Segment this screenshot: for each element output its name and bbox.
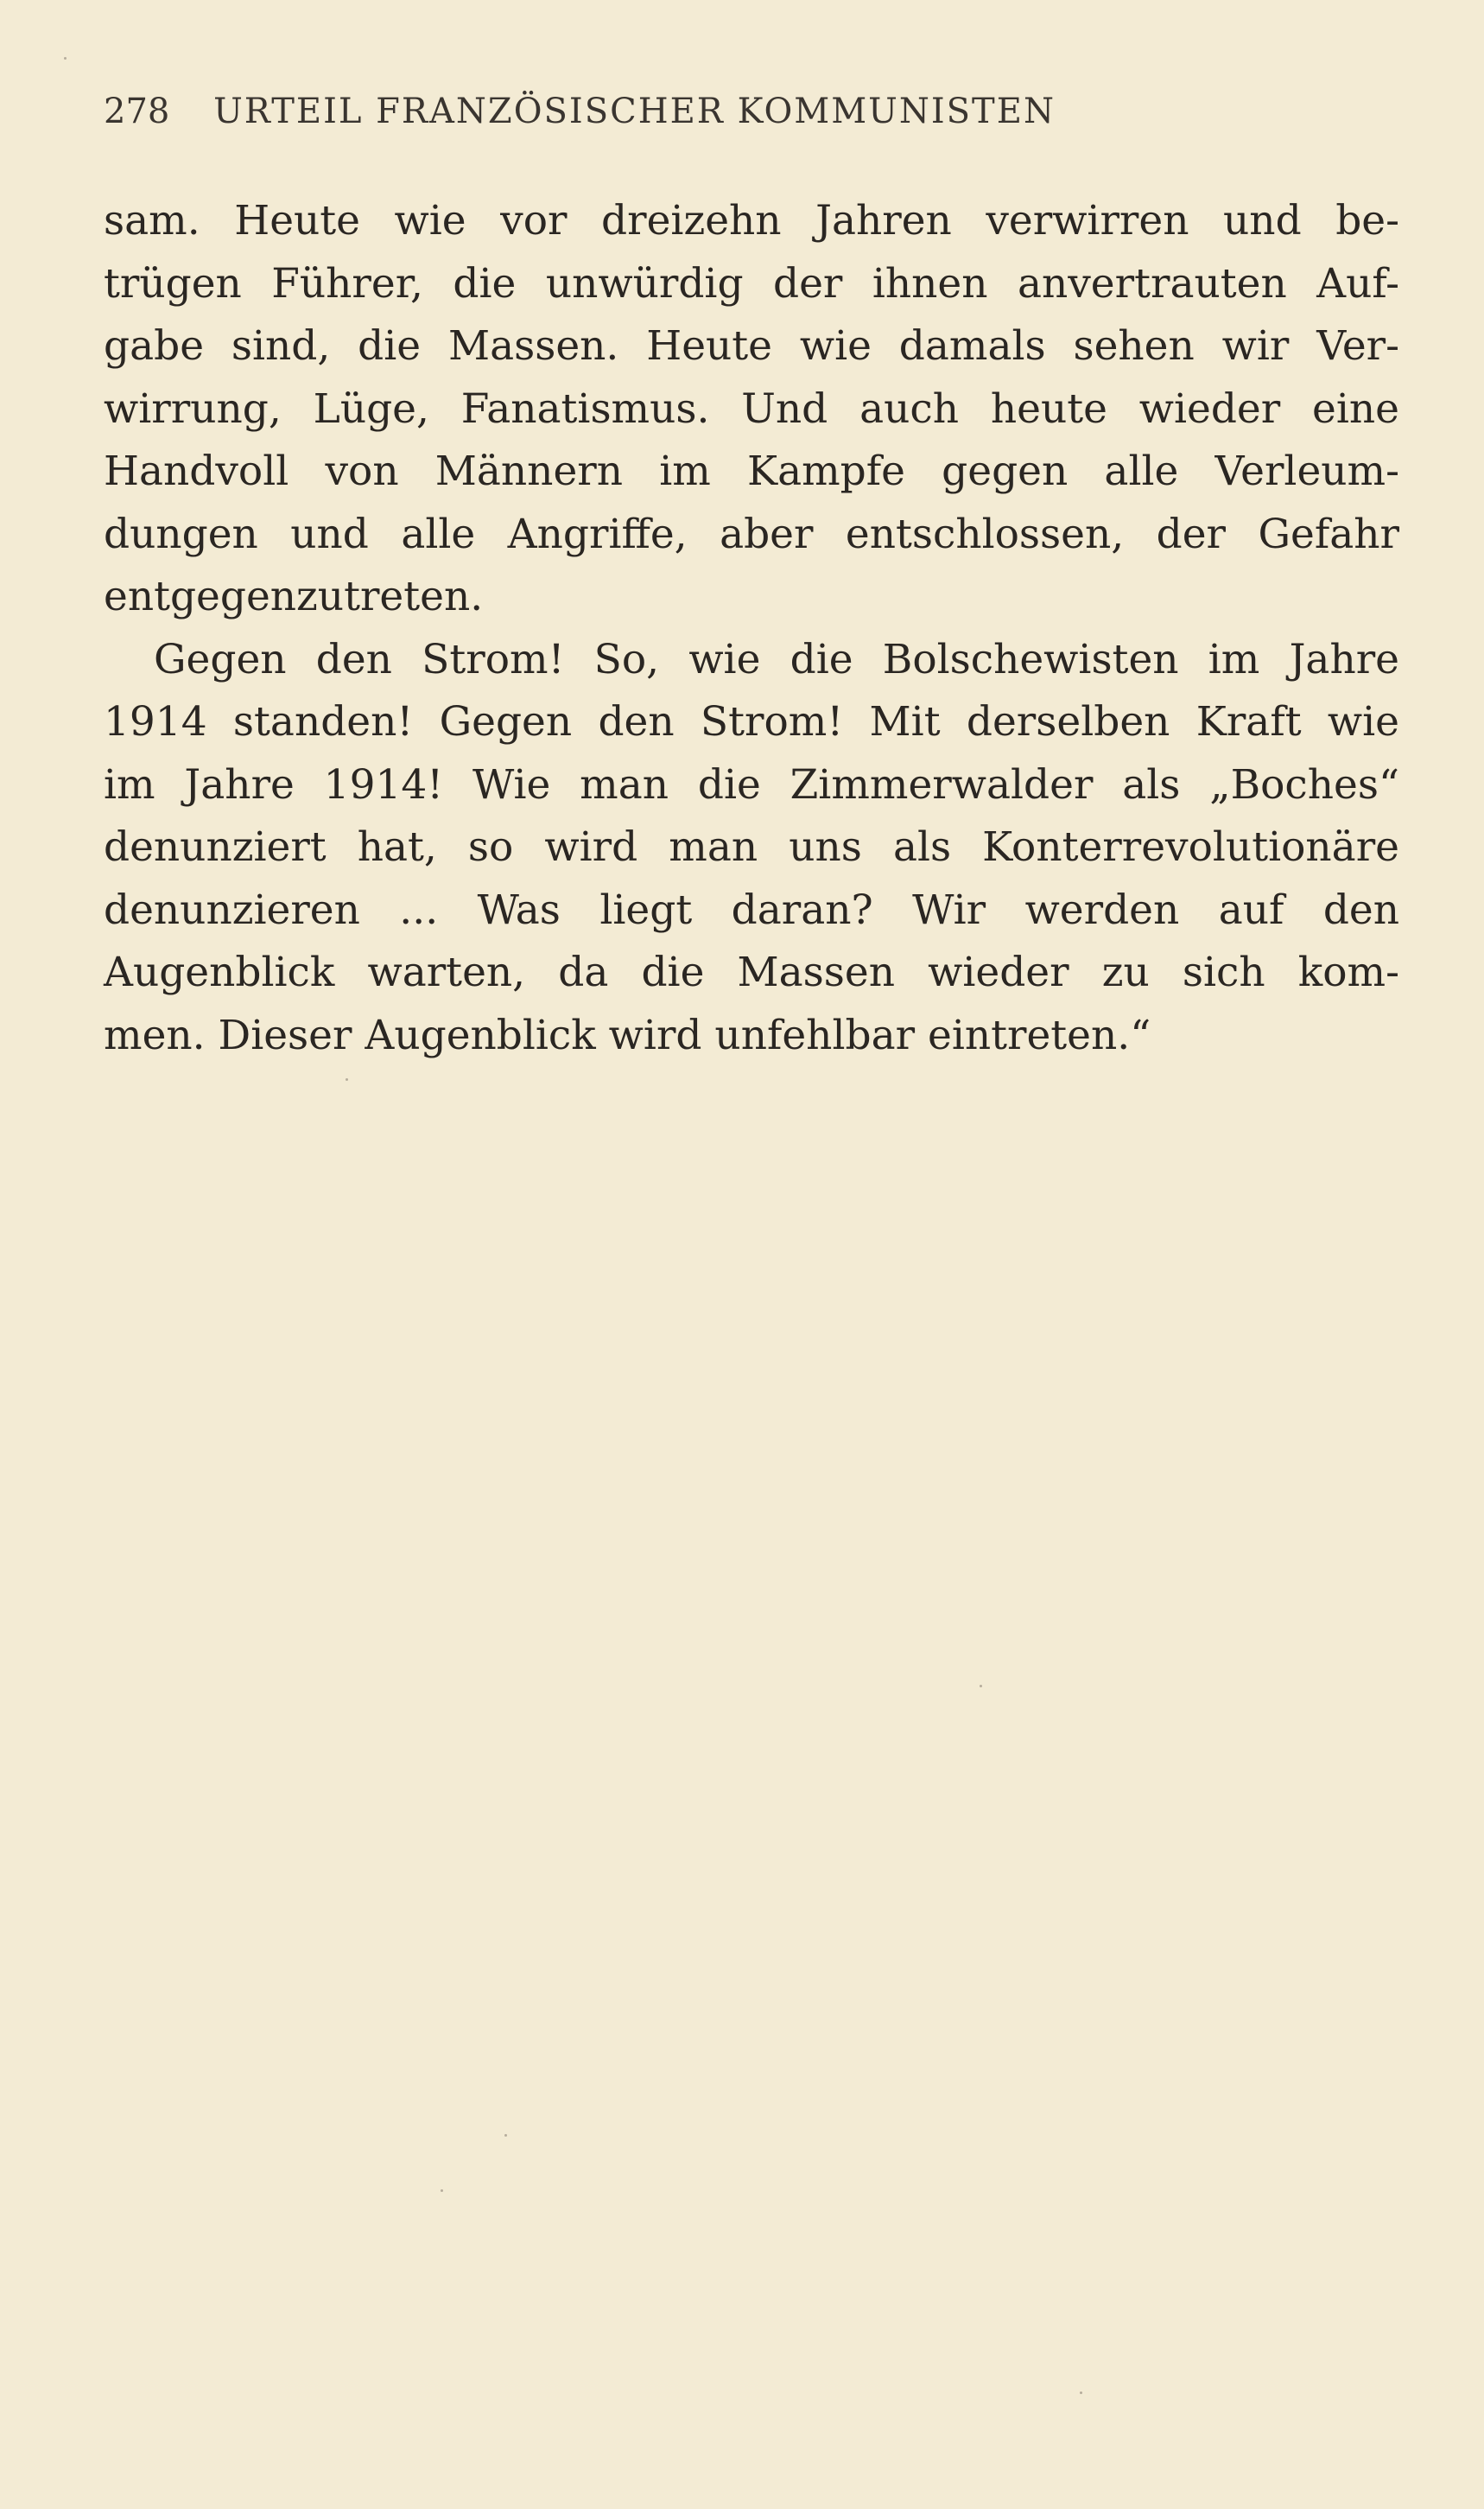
text-line: denunziert hat, so wird man uns als Konterrevolutionäre bbox=[104, 823, 1399, 871]
text-line: Handvoll von Männern im Kampfe gegen alle Verleum- bbox=[104, 448, 1399, 495]
text-line: 1914 standen! Gegen den Strom! Mit derselben Kraft wie bbox=[104, 698, 1399, 746]
text-line: gabe sind, die Massen. Heute wie damals sehen wir Ver- bbox=[104, 322, 1399, 370]
text-line: Gegen den Strom! So, wie die Bolschewisten im Jahre bbox=[154, 635, 1399, 683]
text-line: Augenblick warten, da die Massen wieder zu sich kom- bbox=[104, 949, 1399, 996]
paper-speck bbox=[64, 57, 67, 60]
paper-speck bbox=[504, 2134, 507, 2137]
text-line: denunzieren ... Was liegt daran? Wir werden auf den bbox=[104, 886, 1399, 934]
running-header bbox=[104, 92, 1330, 143]
paper-speck bbox=[980, 1685, 982, 1687]
text-line: wirrung, Lüge, Fanatismus. Und auch heute wieder eine bbox=[104, 384, 1399, 433]
page-number: 278 bbox=[104, 92, 170, 131]
text-line: entgegenzutreten. bbox=[104, 573, 484, 620]
paper-speck bbox=[1080, 2391, 1082, 2394]
paragraph-2 bbox=[104, 629, 1399, 1068]
text-line: trügen Führer, die unwürdig der ihnen anvertrauten Auf- bbox=[104, 259, 1399, 308]
text-line: sam. Heute wie vor dreizehn Jahren verwirren und be- bbox=[104, 197, 1399, 245]
running-title: URTEIL FRANZÖSISCHER KOMMUNISTEN bbox=[213, 92, 1056, 131]
text-line: dungen und alle Angriffe, aber entschlossen, der Gefahr bbox=[104, 510, 1399, 558]
paper-speck bbox=[346, 1078, 348, 1081]
paragraph-1 bbox=[104, 190, 1399, 629]
body-text bbox=[104, 190, 1399, 1067]
text-line: men. Dieser Augenblick wird unfehlbar eintreten.“ bbox=[104, 1011, 1151, 1059]
text-line: im Jahre 1914! Wie man die Zimmerwalder als „Boches“ bbox=[104, 760, 1399, 809]
paper-speck bbox=[441, 2189, 443, 2192]
